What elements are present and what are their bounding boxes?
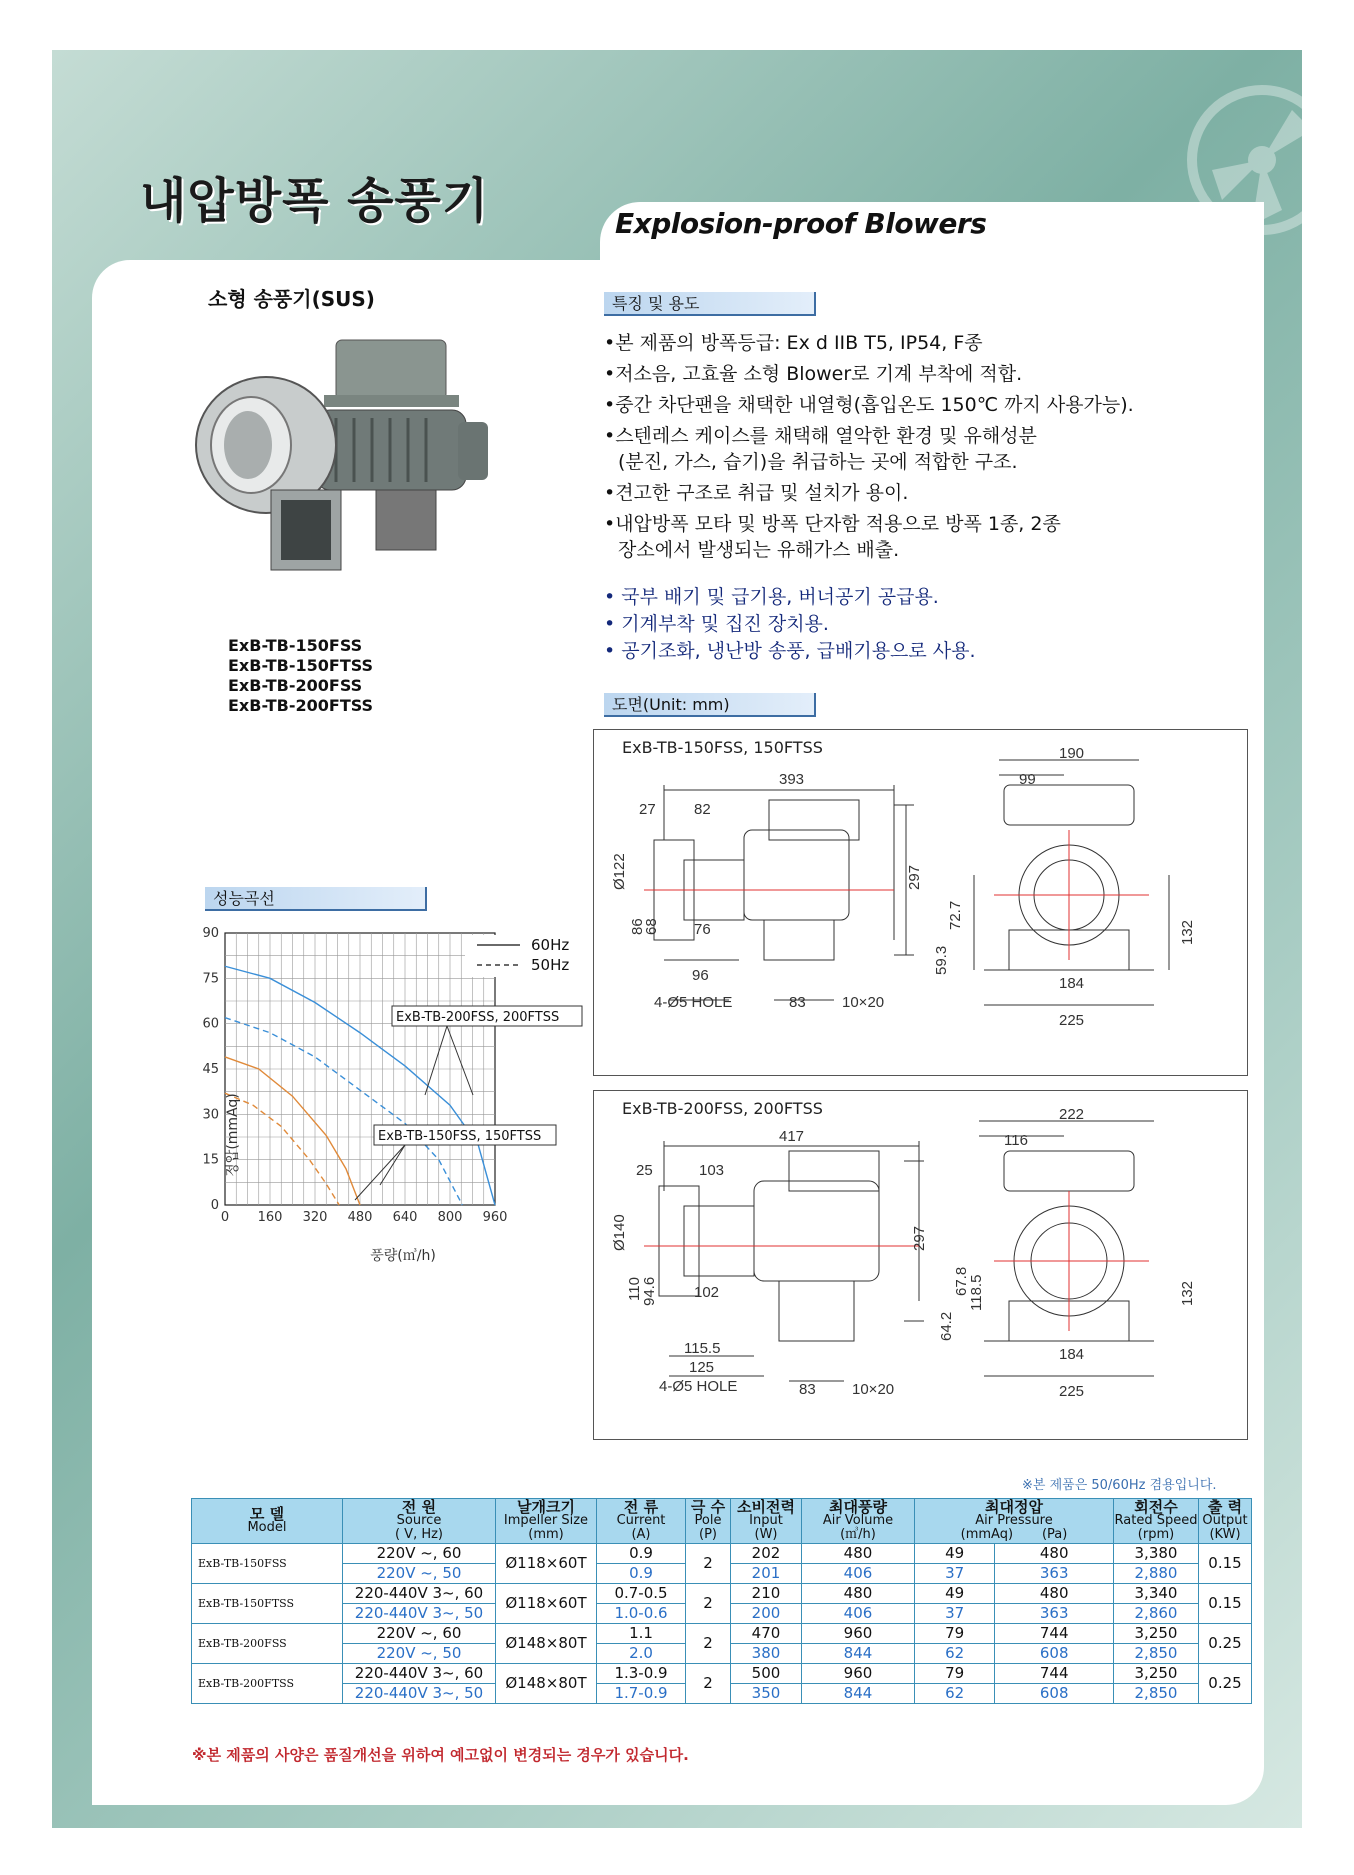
- table-row-60hz: [192, 1664, 1252, 1684]
- table-header-row: [192, 1499, 1252, 1544]
- dim-g: 83: [799, 1381, 816, 1398]
- x-tick-label: 480: [347, 1210, 373, 1225]
- drawing-label: 도면(Unit: mm): [604, 693, 816, 717]
- cell-mmaq: 49: [915, 1584, 995, 1604]
- header-output: 출 력 Output (KW): [1199, 1499, 1252, 1544]
- feature-line: •중간 차단팬을 채택한 내열형(흡입온도 150℃ 까지 사용가능).: [604, 394, 1134, 416]
- cell-current: 1.1: [597, 1624, 686, 1644]
- cell-pa: 363: [995, 1564, 1114, 1584]
- header-source: 전 원 Source ( V, Hz): [343, 1499, 496, 1544]
- cell-mmaq: 37: [915, 1604, 995, 1624]
- page-title: 내압방폭 송풍기: [140, 173, 490, 229]
- dim-f: 96: [692, 967, 709, 984]
- cell-output: 0.15: [1199, 1544, 1252, 1584]
- cell-model: ExB-TB-200FSS: [192, 1624, 343, 1664]
- cell-current: 0.9: [597, 1544, 686, 1564]
- drawing-150-title: ExB-TB-150FSS, 150FTSS: [622, 738, 823, 757]
- legend-60hz: 60Hz: [531, 936, 570, 954]
- cell-volume: 480: [802, 1584, 915, 1604]
- cell-current: 2.0: [597, 1644, 686, 1664]
- use-item: • 국부 배기 및 급기용, 버너공기 공급용.: [604, 586, 939, 608]
- spec-footnote: ※본 제품의 사양은 품질개선을 위하여 예고없이 변경되는 경우가 있습니다.: [192, 1746, 689, 1764]
- feature-line: •견고한 구조로 취급 및 설치가 용이.: [604, 482, 909, 504]
- cell-source: 220-440V 3~, 60: [343, 1584, 496, 1604]
- dim-f: 115.5: [684, 1340, 721, 1357]
- x-tick-label: 160: [257, 1210, 283, 1225]
- cell-pole: 2: [686, 1624, 731, 1664]
- cell-impeller: Ø118×60T: [496, 1584, 597, 1624]
- cell-input: 210: [731, 1584, 802, 1604]
- dim-h2: 64.2: [938, 1311, 955, 1341]
- cell-pa: 480: [995, 1544, 1114, 1564]
- dim-e: 102: [694, 1284, 720, 1301]
- cell-current: 0.7-0.5: [597, 1584, 686, 1604]
- cell-pa: 608: [995, 1644, 1114, 1664]
- drawing-200-svg: [594, 1091, 1247, 1439]
- feature-item: [604, 423, 1244, 475]
- chart-legend: [465, 935, 585, 977]
- cell-impeller: Ø118×60T: [496, 1544, 597, 1584]
- dim-w3: 184: [1059, 975, 1085, 992]
- cell-source: 220V ~, 60: [343, 1544, 496, 1564]
- cell-volume: 844: [802, 1684, 915, 1704]
- cell-volume: 960: [802, 1664, 915, 1684]
- header-input: 소비전력 Input (W): [731, 1499, 802, 1544]
- cell-pole: 2: [686, 1664, 731, 1704]
- dim-w3: 184: [1059, 1346, 1085, 1363]
- y-tick-label: 75: [202, 971, 219, 987]
- annotation-150-text: ExB-TB-150FSS, 150FTSS: [378, 1129, 542, 1144]
- cell-pa: 363: [995, 1604, 1114, 1624]
- cell-input: 200: [731, 1604, 802, 1624]
- dim-h2: 59.3: [933, 945, 950, 975]
- cell-rpm: 2,850: [1114, 1644, 1199, 1664]
- dim-w1: 190: [1059, 745, 1085, 762]
- dim-w1: 222: [1059, 1106, 1085, 1123]
- chart-ylabel: 정압(mmAq): [225, 1093, 241, 1177]
- cell-source: 220V ~, 50: [343, 1644, 496, 1664]
- dim-c: 110: [626, 1277, 643, 1301]
- header-impeller: 날개크기 Impeller Size (mm): [496, 1499, 597, 1544]
- product-subtitle: 소형 송풍기(SUS): [208, 287, 375, 311]
- dim-b: 82: [694, 801, 711, 818]
- cell-mmaq: 49: [915, 1544, 995, 1564]
- cell-rpm: 2,880: [1114, 1564, 1199, 1584]
- y-tick-label: 15: [202, 1152, 219, 1168]
- y-tick-label: 0: [210, 1198, 219, 1213]
- cell-volume: 960: [802, 1624, 915, 1644]
- cell-volume: 844: [802, 1644, 915, 1664]
- dim-c: 86: [629, 918, 646, 935]
- model-name: ExB-TB-200FTSS: [228, 696, 374, 715]
- cell-pole: 2: [686, 1584, 731, 1624]
- cell-pa: 608: [995, 1684, 1114, 1704]
- chart-label: 성능곡선: [205, 887, 427, 911]
- feature-item: [604, 480, 1244, 506]
- cell-rpm: 3,250: [1114, 1624, 1199, 1644]
- blower-photo: [196, 340, 496, 580]
- dim-length: 393: [779, 771, 805, 788]
- cell-output: 0.25: [1199, 1624, 1252, 1664]
- cell-mmaq: 79: [915, 1664, 995, 1684]
- header-model: 모 델 Model: [192, 1499, 343, 1544]
- dim-f2: 125: [689, 1359, 715, 1376]
- uses-list: [604, 584, 976, 665]
- feature-item: [604, 330, 1244, 356]
- dim-w4: 225: [1059, 1012, 1085, 1029]
- cell-impeller: Ø148×80T: [496, 1624, 597, 1664]
- dim-length: 417: [779, 1128, 805, 1145]
- cell-rpm: 3,380: [1114, 1544, 1199, 1564]
- table-row-60hz: [192, 1624, 1252, 1644]
- x-tick-label: 320: [302, 1210, 328, 1225]
- drawing-200: [593, 1090, 1248, 1440]
- cell-current: 0.9: [597, 1564, 686, 1584]
- feature-line-cont: (분진, 가스, 습기)을 취급하는 곳에 적합한 구조.: [618, 451, 1018, 473]
- cell-pole: 2: [686, 1544, 731, 1584]
- y-tick-label: 30: [202, 1107, 219, 1123]
- header-pressure: 최대정압 Air Pressure (mmAq) (Pa): [915, 1499, 1114, 1544]
- dim-h1: 72.7: [947, 900, 964, 930]
- hz-note: ※본 제품은 50/60Hz 겸용입니다.: [1022, 1478, 1217, 1493]
- feature-line: •저소음, 고효율 소형 Blower로 기계 부착에 적합.: [604, 363, 1023, 385]
- cell-current: 1.0-0.6: [597, 1604, 686, 1624]
- drawing-150: [593, 729, 1248, 1076]
- feature-item: [604, 511, 1244, 563]
- dim-h1: 67.8: [953, 1266, 970, 1296]
- cell-volume: 406: [802, 1564, 915, 1584]
- cell-input: 350: [731, 1684, 802, 1704]
- dim-d: 68: [643, 918, 660, 935]
- table-row-60hz: [192, 1544, 1252, 1564]
- dim-h3: 132: [1179, 1280, 1196, 1306]
- dim-height: 297: [911, 1225, 928, 1251]
- cell-mmaq: 37: [915, 1564, 995, 1584]
- cell-current: 1.7-0.9: [597, 1684, 686, 1704]
- model-name: ExB-TB-150FSS: [228, 636, 363, 655]
- annotation-200-text: ExB-TB-200FSS, 200FTSS: [396, 1010, 560, 1025]
- page-title-english: Explosion-proof Blowers: [615, 207, 987, 240]
- dim-g: 83: [789, 994, 806, 1011]
- y-tick-label: 90: [202, 926, 219, 941]
- x-tick-label: 0: [220, 1210, 230, 1225]
- dim-d: 94.6: [641, 1276, 658, 1306]
- cell-rpm: 2,850: [1114, 1684, 1199, 1704]
- table-row-60hz: [192, 1584, 1252, 1604]
- cell-impeller: Ø148×80T: [496, 1664, 597, 1704]
- header-pole: 극 수 Pole (P): [686, 1499, 731, 1544]
- dim-height: 297: [906, 864, 923, 890]
- use-item: • 기계부착 및 집진 장치용.: [604, 613, 829, 635]
- cell-source: 220-440V 3~, 50: [343, 1604, 496, 1624]
- cell-pa: 744: [995, 1664, 1114, 1684]
- header-current: 전 류 Current (A): [597, 1499, 686, 1544]
- dim-hole: 4-Ø5 HOLE: [659, 1378, 738, 1395]
- cell-model: ExB-TB-200FTSS: [192, 1664, 343, 1704]
- performance-chart: [195, 925, 570, 1265]
- model-name: ExB-TB-150FTSS: [228, 656, 374, 675]
- cell-model: ExB-TB-150FTSS: [192, 1584, 343, 1624]
- drawing-200-title: ExB-TB-200FSS, 200FTSS: [622, 1099, 823, 1118]
- model-name: ExB-TB-200FSS: [228, 676, 363, 695]
- dim-e: 76: [694, 921, 711, 938]
- cell-input: 380: [731, 1644, 802, 1664]
- cell-source: 220V ~, 50: [343, 1564, 496, 1584]
- header-speed: 회전수 Rated Speed (rpm): [1114, 1498, 1198, 1542]
- dim-w4: 225: [1059, 1383, 1085, 1400]
- dim-slot: 10×20: [852, 1381, 895, 1398]
- x-tick-label: 640: [392, 1210, 418, 1225]
- cell-source: 220V ~, 60: [343, 1624, 496, 1644]
- dim-a: 27: [639, 801, 656, 818]
- features-label: 특징 및 용도: [604, 292, 816, 316]
- chart-xlabel: 풍량(㎥/h): [370, 1248, 436, 1264]
- x-tick-label: 800: [437, 1210, 463, 1225]
- feature-line: •본 제품의 방폭등급: Ex d IIB T5, IP54, F종: [604, 332, 983, 354]
- feature-line: •스텐레스 케이스를 채택해 열악한 환경 및 유해성분: [604, 425, 1037, 447]
- cell-rpm: 3,340: [1114, 1584, 1199, 1604]
- dim-h2b: 118.5: [968, 1274, 985, 1311]
- cell-pa: 744: [995, 1624, 1114, 1644]
- feature-item: [604, 361, 1244, 387]
- dim-w2: 99: [1019, 771, 1036, 788]
- feature-item: [604, 392, 1244, 418]
- x-tick-label: 960: [482, 1210, 508, 1225]
- cell-input: 201: [731, 1564, 802, 1584]
- y-tick-label: 60: [202, 1016, 219, 1032]
- dim-b: 103: [699, 1162, 725, 1179]
- spec-table: [191, 1498, 1252, 1704]
- cell-input: 500: [731, 1664, 802, 1684]
- cell-rpm: 3,250: [1114, 1664, 1199, 1684]
- dim-dia: Ø122: [611, 853, 628, 890]
- cell-mmaq: 62: [915, 1644, 995, 1664]
- legend-50hz: 50Hz: [531, 956, 570, 974]
- features-list: [604, 330, 1244, 568]
- y-tick-label: 45: [202, 1062, 219, 1077]
- dim-h3: 132: [1179, 919, 1196, 945]
- cell-input: 470: [731, 1624, 802, 1644]
- model-list: [228, 636, 373, 716]
- header-volume: 최대풍량 Air Volume (㎥/h): [802, 1499, 915, 1544]
- cell-volume: 480: [802, 1544, 915, 1564]
- cell-output: 0.15: [1199, 1584, 1252, 1624]
- cell-output: 0.25: [1199, 1664, 1252, 1704]
- cell-model: ExB-TB-150FSS: [192, 1544, 343, 1584]
- cell-mmaq: 79: [915, 1624, 995, 1644]
- drawing-150-svg: [594, 730, 1247, 1075]
- use-item: • 공기조화, 냉난방 송풍, 급배기용으로 사용.: [604, 640, 976, 662]
- cell-current: 1.3-0.9: [597, 1664, 686, 1684]
- cell-mmaq: 62: [915, 1684, 995, 1704]
- dim-dia: Ø140: [611, 1214, 628, 1251]
- cell-input: 202: [731, 1544, 802, 1564]
- cell-source: 220-440V 3~, 60: [343, 1664, 496, 1684]
- cell-rpm: 2,860: [1114, 1604, 1199, 1624]
- cell-volume: 406: [802, 1604, 915, 1624]
- feature-line-cont: 장소에서 발생되는 유해가스 배출.: [618, 539, 900, 561]
- dim-a: 25: [636, 1162, 653, 1179]
- dim-w2: 116: [1004, 1132, 1028, 1149]
- feature-line: •내압방폭 모타 및 방폭 단자함 적용으로 방폭 1종, 2종: [604, 513, 1061, 535]
- cell-source: 220-440V 3~, 50: [343, 1684, 496, 1704]
- dim-hole: 4-Ø5 HOLE: [654, 994, 733, 1011]
- cell-pa: 480: [995, 1584, 1114, 1604]
- dim-slot: 10×20: [842, 994, 885, 1011]
